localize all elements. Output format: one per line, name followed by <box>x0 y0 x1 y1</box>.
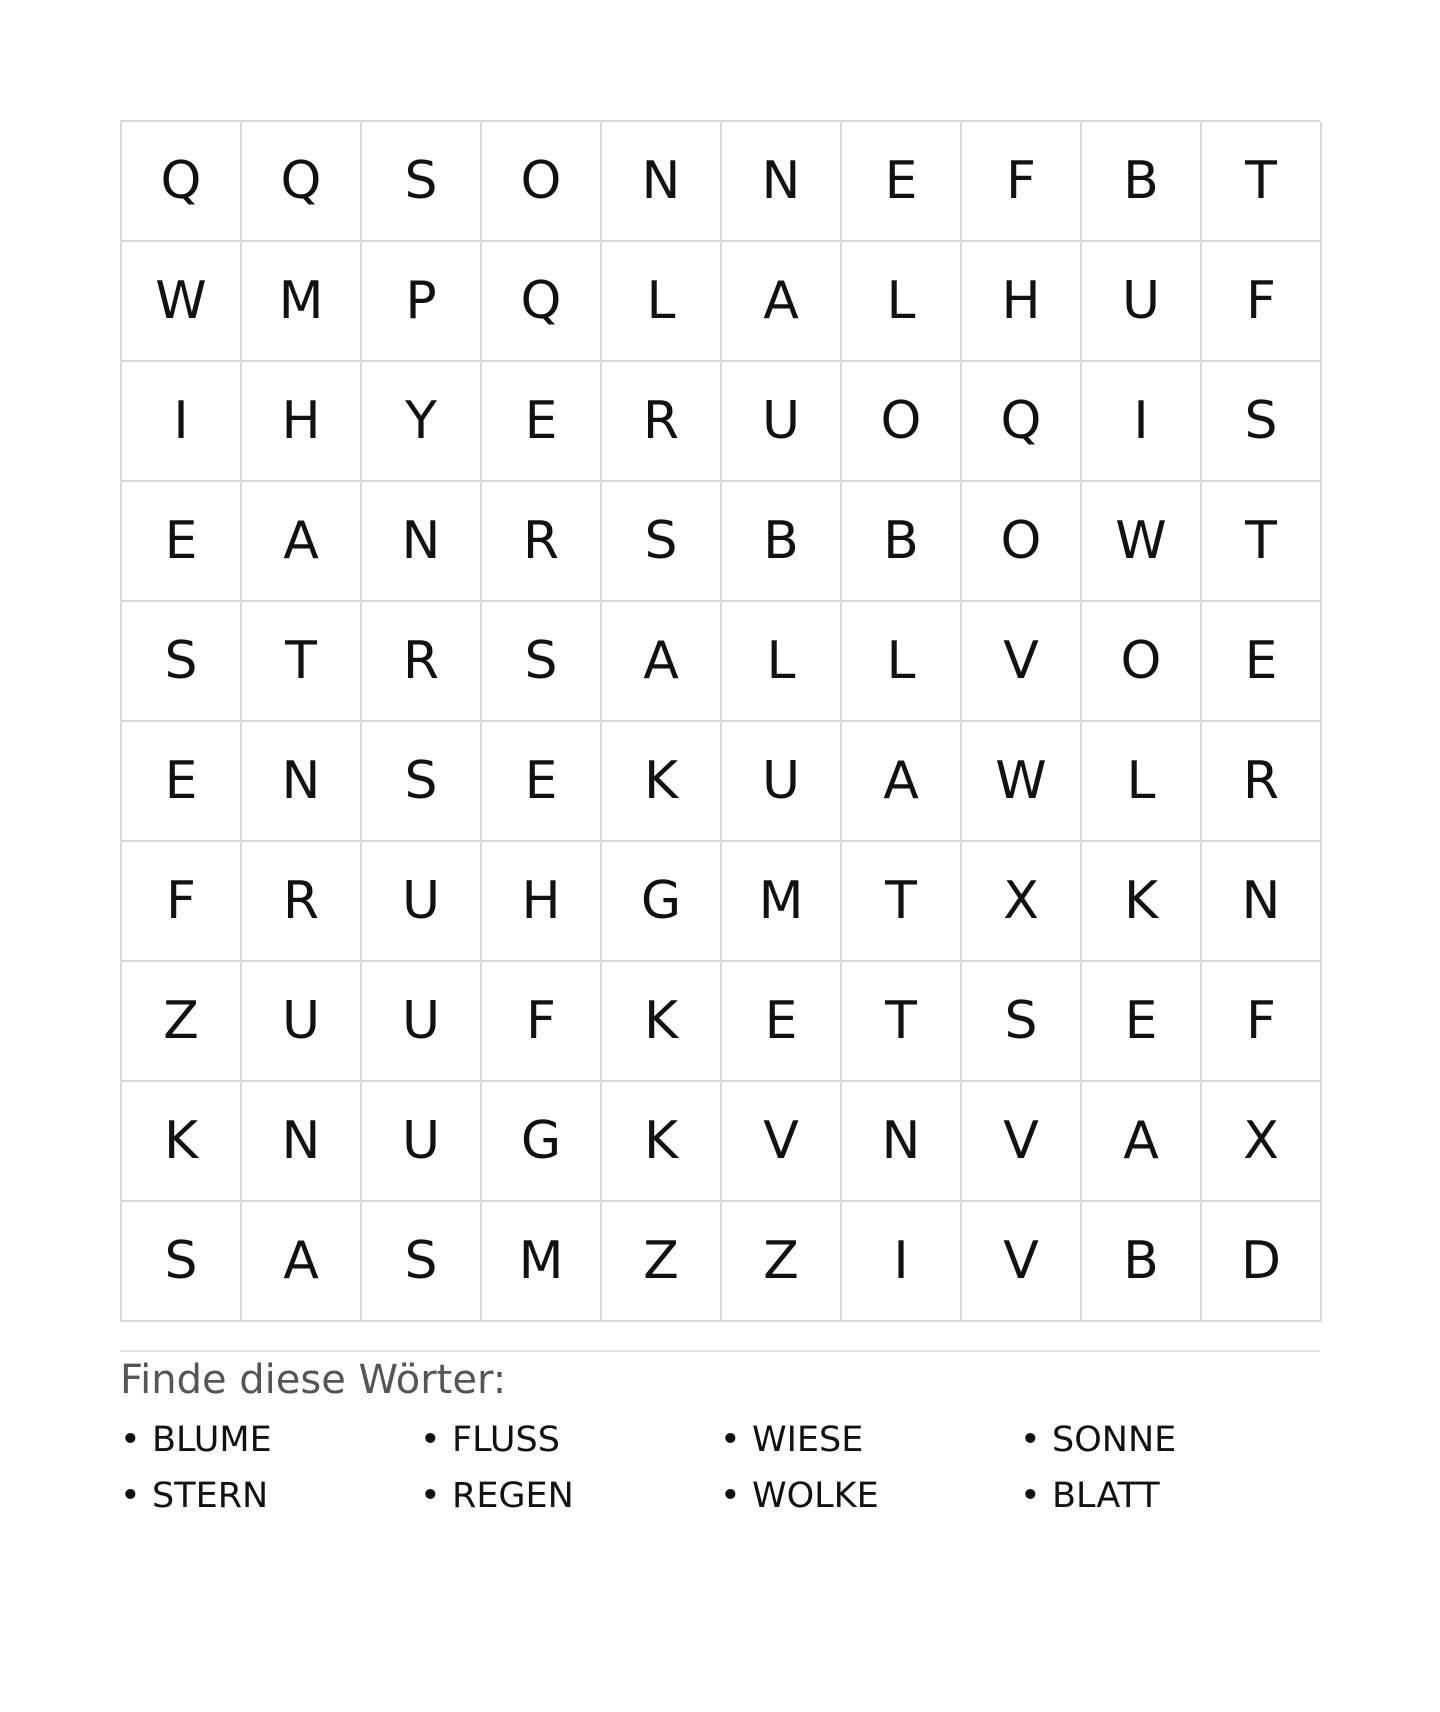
word-list-item <box>120 1418 420 1462</box>
letter-cell[interactable]: N <box>602 122 722 242</box>
letter-cell[interactable]: B <box>722 482 842 602</box>
letter-cell[interactable]: A <box>842 722 962 842</box>
letter-cell[interactable]: B <box>1082 1202 1202 1322</box>
word-label: STERN <box>152 1476 269 1516</box>
letter-cell[interactable]: A <box>1082 1082 1202 1202</box>
letter-cell[interactable]: Q <box>242 122 362 242</box>
letter-cell[interactable]: Y <box>362 362 482 482</box>
bullet-icon: • <box>120 1420 141 1460</box>
letter-cell[interactable]: H <box>482 842 602 962</box>
letter-cell[interactable]: V <box>962 602 1082 722</box>
word-list-item <box>720 1474 1020 1518</box>
bullet-icon: • <box>720 1420 741 1460</box>
letter-cell[interactable]: F <box>122 842 242 962</box>
letter-cell[interactable]: S <box>1202 362 1322 482</box>
bullet-icon: • <box>720 1476 741 1516</box>
letter-cell[interactable]: U <box>242 962 362 1082</box>
letter-cell[interactable]: M <box>242 242 362 362</box>
letter-cell[interactable]: S <box>122 602 242 722</box>
letter-cell[interactable]: E <box>122 482 242 602</box>
letter-cell[interactable]: R <box>362 602 482 722</box>
letter-cell[interactable]: P <box>362 242 482 362</box>
word-label: BLUME <box>152 1420 272 1460</box>
word-label: WIESE <box>752 1420 864 1460</box>
letter-cell[interactable]: K <box>602 962 722 1082</box>
letter-cell[interactable]: L <box>602 242 722 362</box>
letter-cell[interactable]: V <box>722 1082 842 1202</box>
letter-cell[interactable]: Q <box>122 122 242 242</box>
letter-cell[interactable]: S <box>362 722 482 842</box>
letter-cell[interactable]: N <box>842 1082 962 1202</box>
letter-cell[interactable]: I <box>1082 362 1202 482</box>
bullet-icon: • <box>1020 1420 1041 1460</box>
letter-cell[interactable]: F <box>962 122 1082 242</box>
letter-cell[interactable]: K <box>122 1082 242 1202</box>
letter-cell[interactable]: F <box>482 962 602 1082</box>
letter-cell[interactable]: O <box>1082 602 1202 722</box>
letter-cell[interactable]: I <box>842 1202 962 1322</box>
bullet-icon: • <box>1020 1476 1041 1516</box>
letter-cell[interactable]: V <box>962 1202 1082 1322</box>
letter-cell[interactable]: Q <box>962 362 1082 482</box>
letter-cell[interactable]: K <box>1082 842 1202 962</box>
letter-cell[interactable]: X <box>962 842 1082 962</box>
letter-cell[interactable]: A <box>602 602 722 722</box>
letter-cell[interactable]: U <box>1082 242 1202 362</box>
word-list-item <box>1020 1474 1320 1518</box>
letter-cell[interactable]: S <box>602 482 722 602</box>
word-list <box>120 1418 1320 1518</box>
letter-cell[interactable]: S <box>362 122 482 242</box>
word-label: REGEN <box>452 1476 574 1516</box>
letter-cell[interactable]: U <box>362 842 482 962</box>
letter-cell[interactable]: S <box>362 1202 482 1322</box>
letter-cell[interactable]: Q <box>482 242 602 362</box>
letter-cell[interactable]: T <box>842 842 962 962</box>
letter-cell[interactable]: E <box>842 122 962 242</box>
letter-cell[interactable]: W <box>962 722 1082 842</box>
letter-cell[interactable]: E <box>1082 962 1202 1082</box>
letter-cell[interactable]: U <box>722 362 842 482</box>
letter-cell[interactable]: B <box>1082 122 1202 242</box>
letter-cell[interactable]: E <box>1202 602 1322 722</box>
letter-cell[interactable]: E <box>722 962 842 1082</box>
letter-cell[interactable]: L <box>842 242 962 362</box>
word-list-item <box>1020 1418 1320 1462</box>
letter-cell[interactable]: A <box>722 242 842 362</box>
letter-cell[interactable]: T <box>242 602 362 722</box>
word-list-item <box>120 1474 420 1518</box>
letter-cell[interactable]: F <box>1202 962 1322 1082</box>
letter-cell[interactable]: D <box>1202 1202 1322 1322</box>
bullet-icon: • <box>420 1476 441 1516</box>
word-list-item <box>420 1474 720 1518</box>
bullet-icon: • <box>120 1476 141 1516</box>
word-search-puzzle <box>120 120 1320 1518</box>
letter-cell[interactable]: T <box>842 962 962 1082</box>
letter-cell[interactable]: U <box>362 1082 482 1202</box>
letter-cell[interactable]: Z <box>602 1202 722 1322</box>
letter-cell[interactable]: N <box>362 482 482 602</box>
letter-cell[interactable]: Z <box>122 962 242 1082</box>
letter-cell[interactable]: N <box>722 122 842 242</box>
letter-cell[interactable]: X <box>1202 1082 1322 1202</box>
letter-cell[interactable]: I <box>122 362 242 482</box>
letter-cell[interactable]: R <box>242 842 362 962</box>
letter-cell[interactable]: F <box>1202 242 1322 362</box>
letter-cell[interactable]: U <box>362 962 482 1082</box>
letter-cell[interactable]: K <box>602 1082 722 1202</box>
letter-cell[interactable]: S <box>122 1202 242 1322</box>
letter-cell[interactable]: O <box>482 122 602 242</box>
letter-cell[interactable]: K <box>602 722 722 842</box>
letter-cell[interactable]: H <box>242 362 362 482</box>
letter-cell[interactable]: S <box>962 962 1082 1082</box>
letter-cell[interactable]: G <box>482 1082 602 1202</box>
letter-cell[interactable]: L <box>1082 722 1202 842</box>
words-heading: Finde diese Wörter: <box>120 1357 507 1403</box>
letter-cell[interactable]: L <box>722 602 842 722</box>
letter-cell[interactable]: L <box>842 602 962 722</box>
letter-cell[interactable]: W <box>122 242 242 362</box>
word-list-item <box>420 1418 720 1462</box>
word-list-item <box>720 1418 1020 1462</box>
letter-cell[interactable]: Z <box>722 1202 842 1322</box>
letter-cell[interactable]: G <box>602 842 722 962</box>
letter-cell[interactable]: M <box>482 1202 602 1322</box>
letter-cell[interactable]: U <box>722 722 842 842</box>
letter-cell[interactable]: S <box>482 602 602 722</box>
bullet-icon: • <box>420 1420 441 1460</box>
letter-cell[interactable]: A <box>242 482 362 602</box>
letter-cell[interactable]: O <box>842 362 962 482</box>
letter-cell[interactable]: H <box>962 242 1082 362</box>
letter-cell[interactable]: N <box>242 722 362 842</box>
word-label: SONNE <box>1052 1420 1177 1460</box>
letter-cell[interactable]: E <box>482 722 602 842</box>
letter-cell[interactable]: R <box>482 482 602 602</box>
letter-cell[interactable]: B <box>842 482 962 602</box>
letter-cell[interactable]: A <box>242 1202 362 1322</box>
letter-cell[interactable]: N <box>242 1082 362 1202</box>
letter-cell[interactable]: N <box>1202 842 1322 962</box>
word-label: BLATT <box>1052 1476 1160 1516</box>
letter-cell[interactable]: M <box>722 842 842 962</box>
letter-cell[interactable]: O <box>962 482 1082 602</box>
letter-grid <box>120 120 1320 1322</box>
letter-cell[interactable]: R <box>1202 722 1322 842</box>
divider <box>120 1350 1320 1352</box>
letter-cell[interactable]: E <box>122 722 242 842</box>
letter-cell[interactable]: E <box>482 362 602 482</box>
letter-cell[interactable]: V <box>962 1082 1082 1202</box>
word-label: FLUSS <box>452 1420 560 1460</box>
word-label: WOLKE <box>752 1476 879 1516</box>
letter-cell[interactable]: W <box>1082 482 1202 602</box>
letter-cell[interactable]: T <box>1202 122 1322 242</box>
letter-cell[interactable]: R <box>602 362 722 482</box>
letter-cell[interactable]: T <box>1202 482 1322 602</box>
